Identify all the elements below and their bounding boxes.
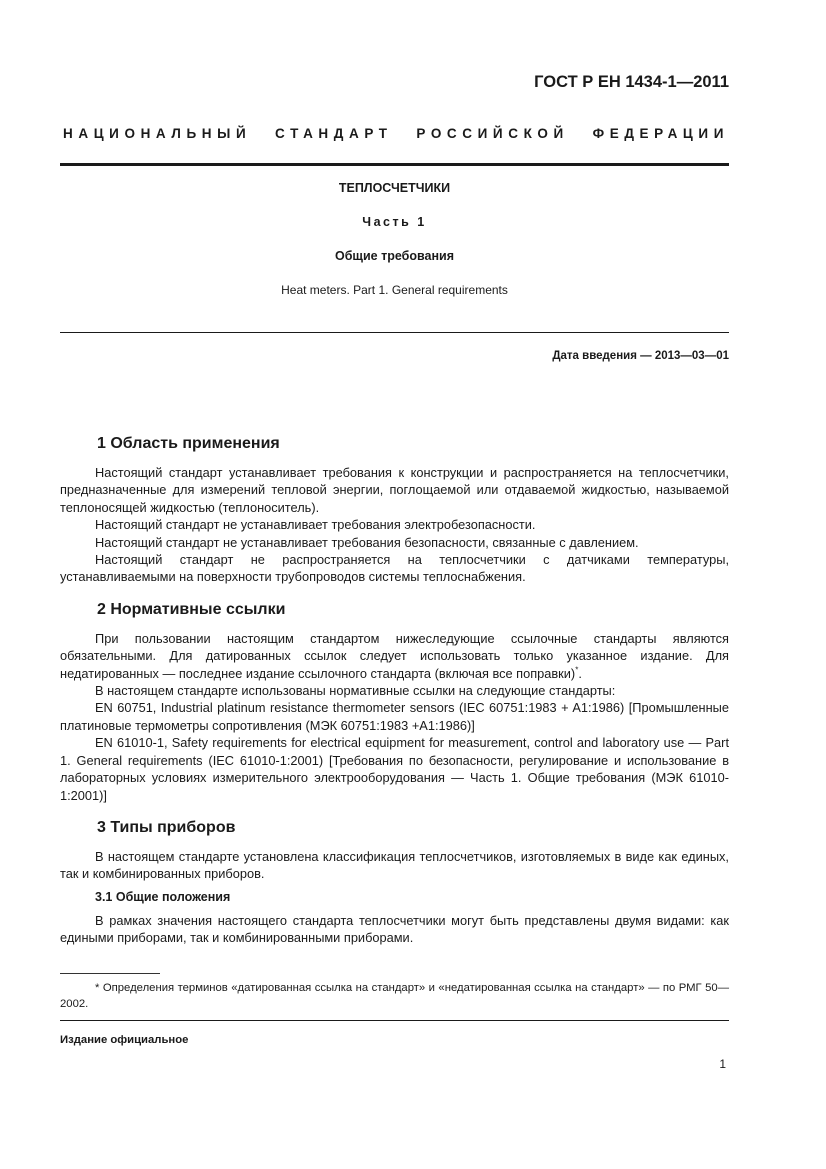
paragraph: Настоящий стандарт устанавливает требования к конструкции и распространяется на теплосчетчики, предназначенные для измерений тепловой энергии, поглощаемой или отдаваемой жидкостью, называемой теплоносящей жидкостью (теплоноситель). [60, 465, 729, 515]
paragraph: Настоящий стандарт не распространяется на теплосчетчики с датчиками температуры, устанавливаемыми на поверхности трубопроводов системы теплоснабжения. [60, 552, 729, 585]
paragraph [60, 630, 729, 682]
section-device-types [60, 818, 729, 947]
footer-divider [60, 1020, 729, 1021]
introduction-date: Дата введения — 2013—03—01 [552, 350, 729, 362]
section-heading: 2 Нормативные ссылки [97, 600, 286, 618]
english-title: Heat meters. Part 1. General requirements [281, 283, 508, 297]
paragraph-end: . [578, 665, 582, 681]
paragraph: В настоящем стандарте установлена классификация теплосчетчиков, изготовляемых в виде как единых, так и комбинированных приборов. [60, 848, 729, 882]
header-divider [60, 163, 729, 166]
page-number: 1 [719, 1057, 726, 1071]
paragraph: Настоящий стандарт не устанавливает требования электробезопасности. [95, 517, 536, 533]
document-subtitle: Общие требования [334, 249, 454, 263]
section-normative-references [60, 600, 729, 804]
footnote-mark: * [575, 665, 579, 675]
section-scope [60, 434, 729, 586]
section-heading: 1 Область применения [97, 435, 280, 452]
paragraph: Настоящий стандарт не устанавливает требования безопасности, связанные с давлением. [95, 534, 639, 550]
national-standard-heading: НАЦИОНАЛЬНЫЙ СТАНДАРТ РОССИЙСКОЙ ФЕДЕРАЦИИ [63, 126, 729, 141]
paragraph: В настоящем стандарте использованы нормативные ссылки на следующие стандарты: [95, 683, 616, 699]
footnote-text: * Определения терминов «датированная ссылка на стандарт» и «недатированная ссылка на стандарт» — по РМГ 50—2002. [60, 982, 729, 1010]
paragraph: EN 61010-1, Safety requirements for electrical equipment for measurement, control and laboratory use — Part 1. General requirements (IEC 61010-1:2001) [Требования по безопасности, регулирование и использование в лабораторных условиях измерительного электрооборудования — Часть 1. Общие требования (МЭК 61010-1:2001)] [60, 735, 729, 803]
paragraph: EN 60751, Industrial platinum resistance thermometer sensors (IEC 60751:1983 + A1:1986) [Промышленные платиновые термометры сопротивления (МЭК 60751:1983 +A1:1986)] [60, 700, 729, 733]
paragraph: В рамках значения настоящего стандарта теплосчетчики могут быть представлены двумя видами: как едиными приборами, так и комбинированными приборами. [60, 912, 729, 946]
document-code: ГОСТ Р ЕН 1434-1—2011 [534, 73, 729, 91]
paragraph-text: При пользовании настоящим стандартом нижеследующие ссылочные стандарты являются обязательными. Для датированных ссылок следует использовать только указанное издание. Для недатированных — последнее издание ссылочного стандарта (включая все поправки) [60, 630, 729, 681]
section-heading: 3 Типы приборов [97, 818, 236, 836]
document-part: Часть 1 [362, 215, 427, 229]
subsection-heading: 3.1 Общие положения [95, 889, 231, 904]
footnote [60, 980, 729, 1012]
main-content [60, 434, 729, 961]
document-title: ТЕПЛОСЧЕТЧИКИ [338, 181, 451, 195]
title-divider [60, 332, 729, 333]
edition-label: Издание официальное [60, 1034, 189, 1046]
footnote-divider [60, 973, 160, 974]
